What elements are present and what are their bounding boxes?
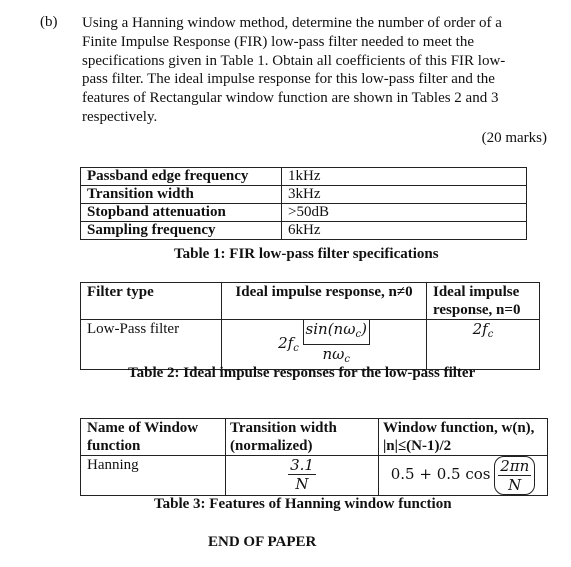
- header-impulse-n-zero: Ideal impulse response, n=0: [427, 283, 540, 320]
- table-row: [81, 186, 527, 204]
- table-row: [81, 222, 527, 240]
- question-line: features of Rectangular window function are shown in Tables 2 and 3: [82, 90, 499, 107]
- spec-key: Stopband attenuation: [81, 204, 282, 222]
- end-of-paper: END OF PAPER: [208, 534, 317, 550]
- impulse-n0-cell: [427, 320, 540, 370]
- filter-type-cell: Low-Pass filter: [81, 320, 222, 370]
- transition-numerator: 3.1: [290, 456, 314, 474]
- header-window-function: Window function, w(n), |n|≤(N-1)/2: [379, 419, 548, 456]
- transition-fraction: [288, 456, 316, 493]
- header-transition-width: Transition width (normalized): [226, 419, 379, 456]
- fir-spec-table: [80, 167, 527, 240]
- formula-coefficient: $2f_c$: [278, 333, 299, 354]
- spec-value: 1kHz: [282, 168, 527, 186]
- spec-key: Sampling frequency: [81, 222, 282, 240]
- formula-fraction: [303, 320, 370, 369]
- window-function-cell: [379, 456, 548, 496]
- window-function-denominator: N: [508, 476, 522, 494]
- question-line: respectively.: [82, 108, 158, 125]
- window-function-fraction: [494, 456, 535, 495]
- table-row: [81, 456, 548, 496]
- transition-denominator: N: [295, 475, 309, 493]
- spec-value: 3kHz: [282, 186, 527, 204]
- ideal-impulse-table: [80, 282, 540, 370]
- question-text: [82, 14, 547, 127]
- window-function-numerator: 2πn: [500, 457, 530, 475]
- question-label: (b): [40, 14, 58, 30]
- table-header-row: [81, 419, 548, 456]
- question-line: Finite Impulse Response (FIR) low-pass filter needed to meet the: [82, 33, 474, 50]
- table-row: [81, 204, 527, 222]
- window-name-cell: Hanning: [81, 456, 226, 496]
- question-line: specifications given in Table 1. Obtain all coefficients of this FIR low-: [82, 52, 506, 69]
- spec-key: Transition width: [81, 186, 282, 204]
- marks-label: (20 marks): [481, 130, 547, 146]
- impulse-formula-cell: [222, 320, 427, 370]
- formula-numerator: $\sin(n\omega_c)$: [303, 320, 370, 345]
- table2-caption: Table 2: Ideal impulse responses for the low-pass filter: [128, 365, 476, 381]
- hanning-window-table: [80, 418, 548, 496]
- table-row: [81, 168, 527, 186]
- transition-width-cell: [226, 456, 379, 496]
- question-line: pass filter. The ideal impulse response for this low-pass filter and the: [82, 71, 495, 88]
- table1-caption: Table 1: FIR low-pass filter specifications: [174, 246, 439, 262]
- table3-caption: Table 3: Features of Hanning window function: [154, 496, 452, 512]
- header-window-name: Name of Window function: [81, 419, 226, 456]
- n0-value: $2f_c$: [472, 320, 494, 340]
- formula-denominator: $n\omega_c$: [322, 345, 350, 365]
- spec-value: >50dB: [282, 204, 527, 222]
- spec-key: Passband edge frequency: [81, 168, 282, 186]
- question-line: Using a Hanning window method, determine the number of order of a: [82, 15, 502, 31]
- table-header-row: [81, 283, 540, 320]
- window-function-prefix: 0.5 + 0.5 cos: [390, 464, 491, 483]
- table-row: [81, 320, 540, 370]
- header-filter-type: Filter type: [81, 283, 222, 320]
- header-impulse-n-nonzero: Ideal impulse response, n≠0: [222, 283, 427, 320]
- spec-value: 6kHz: [282, 222, 527, 240]
